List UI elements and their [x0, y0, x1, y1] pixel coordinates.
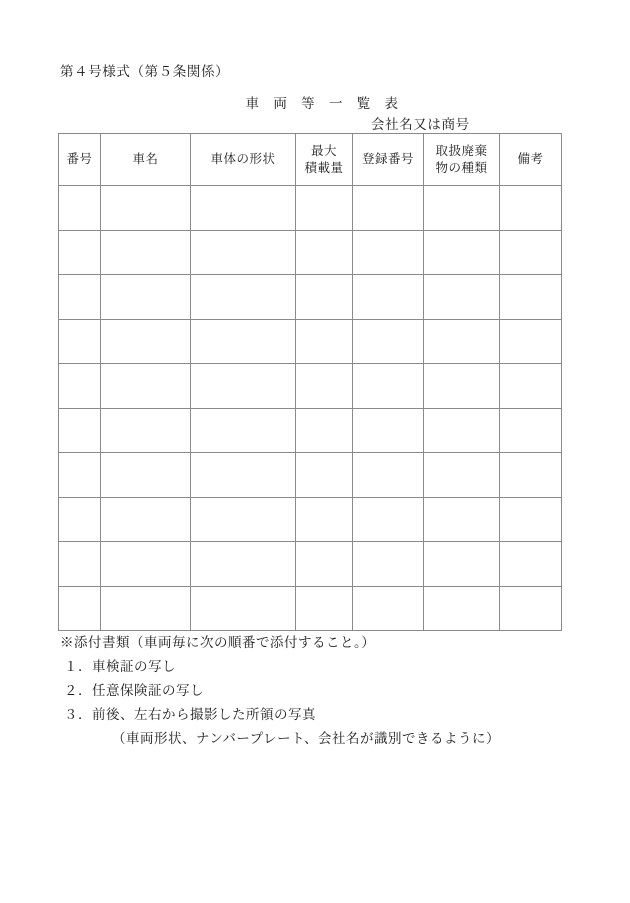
table-cell[interactable] [59, 542, 101, 587]
table-cell[interactable] [500, 364, 562, 409]
table-cell[interactable] [59, 408, 101, 453]
column-header-max-load [296, 134, 353, 186]
table-cell[interactable] [191, 408, 296, 453]
table-header-row [59, 134, 562, 186]
table-cell[interactable] [424, 319, 500, 364]
table-cell[interactable] [424, 230, 500, 275]
column-header-number-line1: 番号 [66, 151, 93, 167]
table-cell[interactable] [296, 230, 353, 275]
table-cell[interactable] [353, 275, 424, 320]
table-cell[interactable] [296, 319, 353, 364]
table-cell[interactable] [191, 230, 296, 275]
table-row [59, 542, 562, 587]
table-cell[interactable] [353, 586, 424, 631]
table-cell[interactable] [353, 319, 424, 364]
attachment-note-item-3: ３．前後、左右から撮影した所領の写真 [64, 707, 316, 723]
table-cell[interactable] [424, 542, 500, 587]
column-header-number [59, 134, 101, 186]
table-cell[interactable] [191, 453, 296, 498]
table-cell[interactable] [101, 275, 191, 320]
table-header [59, 134, 562, 186]
table-row [59, 453, 562, 498]
column-header-max-load-line1: 最大 [310, 142, 337, 158]
table-cell[interactable] [424, 453, 500, 498]
column-header-registration-number [353, 134, 424, 186]
column-header-body-shape-line1: 車体の形状 [210, 151, 276, 167]
page-title: 車 両 等 一 覧 表 [245, 96, 399, 112]
table-cell[interactable] [353, 542, 424, 587]
vehicle-list-table [58, 133, 562, 631]
table-row [59, 586, 562, 631]
attachment-note-item-2: ２．任意保険証の写し [64, 683, 204, 699]
table-cell[interactable] [296, 364, 353, 409]
table-cell[interactable] [101, 408, 191, 453]
column-header-waste-type-line2: 物の種類 [435, 159, 488, 175]
table-cell[interactable] [59, 230, 101, 275]
table-cell[interactable] [101, 586, 191, 631]
table-cell[interactable] [500, 542, 562, 587]
table-cell[interactable] [59, 275, 101, 320]
table-cell[interactable] [296, 497, 353, 542]
table-cell[interactable] [353, 408, 424, 453]
column-header-waste-type [424, 134, 500, 186]
column-header-body-shape [191, 134, 296, 186]
table-cell[interactable] [191, 275, 296, 320]
table-cell[interactable] [59, 319, 101, 364]
table-cell[interactable] [500, 186, 562, 231]
table-cell[interactable] [353, 364, 424, 409]
table-cell[interactable] [101, 497, 191, 542]
table-cell[interactable] [500, 275, 562, 320]
table-cell[interactable] [296, 542, 353, 587]
table-cell[interactable] [424, 586, 500, 631]
table-cell[interactable] [59, 364, 101, 409]
table-cell[interactable] [101, 453, 191, 498]
company-name-label: 会社名又は商号 [371, 117, 470, 133]
table-cell[interactable] [424, 186, 500, 231]
attachment-notes-heading: ※添付書類（車両毎に次の順番で添付すること。） [60, 635, 376, 651]
attachment-note-item-1: １．車検証の写し [64, 659, 176, 675]
table-cell[interactable] [424, 497, 500, 542]
table-cell[interactable] [353, 186, 424, 231]
table-cell[interactable] [101, 319, 191, 364]
table-cell[interactable] [500, 408, 562, 453]
table-cell[interactable] [353, 230, 424, 275]
table-cell[interactable] [101, 230, 191, 275]
table-cell[interactable] [191, 497, 296, 542]
table-row [59, 275, 562, 320]
table-cell[interactable] [424, 408, 500, 453]
table-body [59, 186, 562, 631]
column-header-remarks [500, 134, 562, 186]
attachment-notes [60, 631, 590, 751]
table-cell[interactable] [500, 230, 562, 275]
table-cell[interactable] [191, 542, 296, 587]
table-cell[interactable] [500, 453, 562, 498]
column-header-max-load-line2: 積載量 [304, 159, 344, 175]
column-header-registration-number-line1: 登録番号 [361, 151, 414, 167]
table-row [59, 408, 562, 453]
table-cell[interactable] [296, 586, 353, 631]
column-header-waste-type-line1: 取扱廃棄 [435, 142, 488, 158]
form-code-label: 第４号様式（第５条関係） [60, 64, 230, 80]
table-cell[interactable] [191, 586, 296, 631]
table-row [59, 186, 562, 231]
column-header-vehicle-name-line1: 車名 [132, 151, 159, 167]
table-row [59, 230, 562, 275]
column-header-remarks-line1: 備考 [517, 151, 544, 167]
table-cell[interactable] [296, 186, 353, 231]
table-row [59, 364, 562, 409]
table-cell[interactable] [500, 497, 562, 542]
table-row [59, 319, 562, 364]
table-cell[interactable] [191, 186, 296, 231]
table-cell[interactable] [500, 319, 562, 364]
table-cell[interactable] [59, 586, 101, 631]
table-row [59, 497, 562, 542]
table-cell[interactable] [191, 364, 296, 409]
table-cell[interactable] [59, 453, 101, 498]
table-cell[interactable] [424, 275, 500, 320]
table-cell[interactable] [296, 408, 353, 453]
column-header-vehicle-name [101, 134, 191, 186]
table-cell[interactable] [296, 453, 353, 498]
table-cell[interactable] [353, 453, 424, 498]
table-cell[interactable] [296, 275, 353, 320]
table-cell[interactable] [500, 586, 562, 631]
table-cell[interactable] [101, 542, 191, 587]
table-cell[interactable] [191, 319, 296, 364]
table-cell[interactable] [59, 497, 101, 542]
table-cell[interactable] [424, 364, 500, 409]
table-cell[interactable] [353, 497, 424, 542]
table-cell[interactable] [101, 364, 191, 409]
attachment-note-sub: （車両形状、ナンバープレート、会社名が識別できるように） [112, 731, 500, 747]
table-cell[interactable] [101, 186, 191, 231]
table-cell[interactable] [59, 186, 101, 231]
